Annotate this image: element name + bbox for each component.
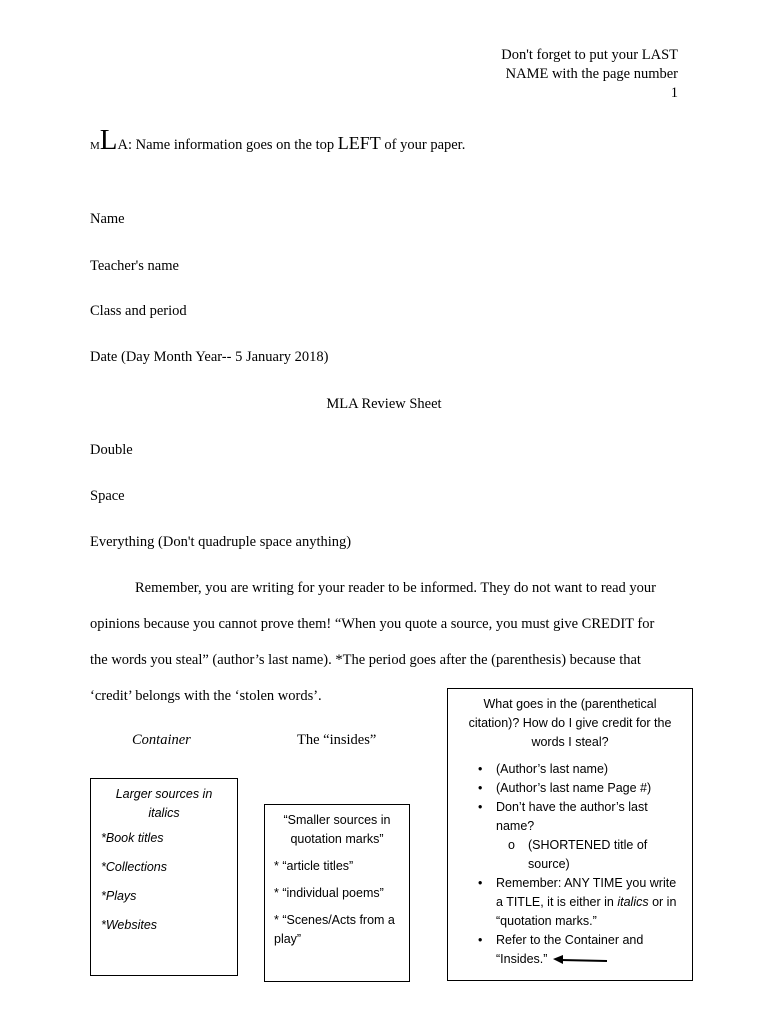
insides-box bbox=[264, 804, 410, 982]
container-item: *Collections bbox=[101, 860, 168, 874]
mla-text-end: of your paper. bbox=[380, 137, 466, 153]
heading-date: Date (Day Month Year-- 5 January 2018) bbox=[90, 349, 329, 365]
refer-text: Refer to the Container and “Insides.” bbox=[496, 933, 644, 966]
heading-name: Name bbox=[90, 211, 125, 227]
container-item: *Book titles bbox=[101, 831, 164, 845]
header-line-2: NAME with the page number bbox=[505, 66, 678, 82]
page-number: 1 bbox=[670, 85, 678, 101]
mla-instruction bbox=[90, 126, 465, 155]
arrow-left-icon bbox=[553, 955, 609, 965]
label-insides: The “insides” bbox=[297, 732, 377, 748]
line-space: Space bbox=[90, 488, 125, 504]
hollow-bullet-icon: o bbox=[508, 838, 515, 852]
bullet-icon: • bbox=[478, 762, 483, 776]
list-item bbox=[478, 931, 682, 969]
list-item bbox=[478, 779, 682, 798]
mla-letter-m: M bbox=[90, 140, 100, 152]
heading-class: Class and period bbox=[90, 303, 187, 319]
label-container: Container bbox=[132, 732, 191, 748]
bullet-icon: • bbox=[478, 933, 483, 947]
remember-text-pre: Remember: ANY TIME you write a TITLE, it is either in bbox=[496, 876, 677, 909]
insides-item: * “article titles” bbox=[274, 859, 354, 873]
mla-text: A: Name information goes on the top bbox=[117, 137, 338, 153]
sub-list-item-text: (SHORTENED title of source) bbox=[528, 838, 648, 871]
citation-list bbox=[458, 760, 682, 969]
sub-list-item bbox=[478, 836, 682, 874]
page-title: MLA Review Sheet bbox=[326, 396, 442, 412]
line-double: Double bbox=[90, 442, 133, 458]
line-everything: Everything (Don't quadruple space anything) bbox=[90, 534, 352, 550]
insides-item: * “individual poems” bbox=[274, 886, 384, 900]
citation-box bbox=[447, 688, 693, 981]
paragraph-line-4: ‘credit’ belongs with the ‘stolen words’. bbox=[90, 688, 322, 704]
bullet-icon: • bbox=[478, 800, 483, 814]
page-header bbox=[501, 46, 678, 103]
paragraph-line-2: opinions because you cannot prove them! “When you quote a source, you must give CREDIT for bbox=[90, 616, 655, 632]
mla-left-word: LEFT bbox=[337, 133, 381, 153]
list-item-text: (Author’s last name) bbox=[496, 762, 609, 776]
bullet-icon: • bbox=[478, 781, 483, 795]
citation-box-heading: What goes in the (parenthetical citation)? How do I give credit for the words I steal? bbox=[468, 697, 672, 749]
list-item bbox=[478, 798, 682, 836]
heading-teacher: Teacher's name bbox=[90, 258, 179, 274]
container-item: *Plays bbox=[101, 889, 137, 903]
list-item bbox=[478, 760, 682, 779]
paragraph-line-1: Remember, you are writing for your reader to be informed. They do not want to read your bbox=[135, 580, 656, 596]
container-box-heading: Larger sources in italics bbox=[115, 787, 213, 820]
bullet-icon: • bbox=[478, 876, 483, 890]
header-line-1: Don't forget to put your LAST bbox=[501, 47, 678, 63]
container-item: *Websites bbox=[101, 918, 158, 932]
list-item bbox=[478, 874, 682, 931]
list-item-text: Don’t have the author’s last name? bbox=[496, 800, 648, 833]
list-item-text: (Author’s last name Page #) bbox=[496, 781, 652, 795]
paragraph-line-3: the words you steal” (author’s last name). *The period goes after the (parenthesis) because that bbox=[90, 652, 641, 668]
insides-box-heading: “Smaller sources in quotation marks” bbox=[283, 813, 391, 846]
mla-letter-l: L bbox=[99, 124, 118, 156]
remember-text-post: or in “quotation marks.” bbox=[496, 895, 677, 928]
remember-text bbox=[496, 876, 676, 928]
container-box bbox=[90, 778, 238, 976]
remember-text-italic: italics bbox=[617, 895, 649, 909]
insides-item: * “Scenes/Acts from a play” bbox=[274, 913, 395, 946]
